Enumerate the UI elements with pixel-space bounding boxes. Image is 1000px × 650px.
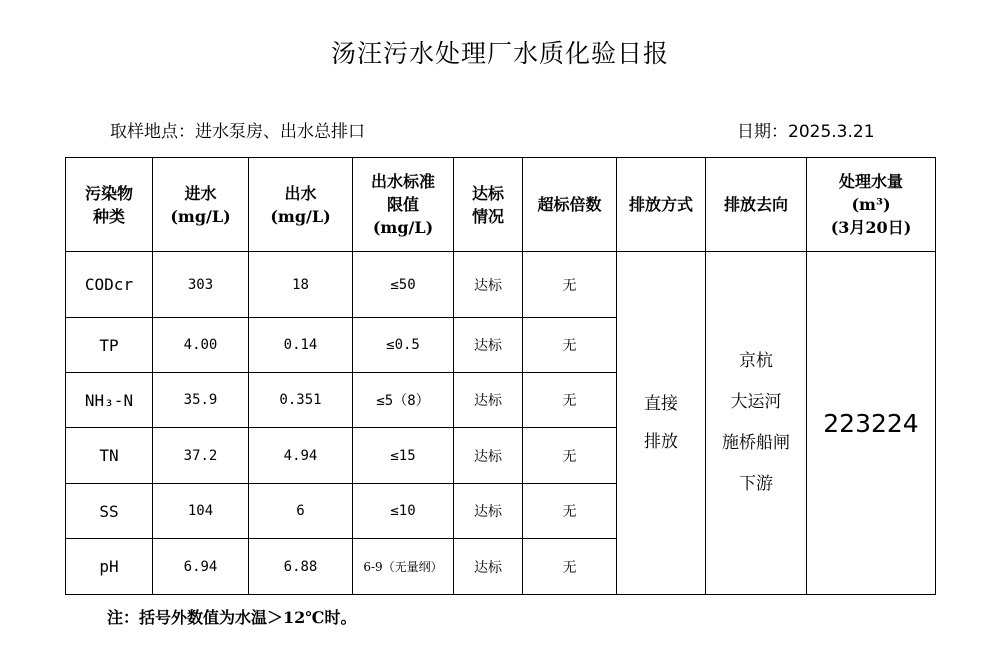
status-cell: 达标 [454,318,523,373]
header-method: 排放方式 [617,158,706,252]
status-cell: 达标 [454,252,523,318]
param-cell: TP [66,318,153,373]
status-cell: 达标 [454,484,523,539]
influent-cell: 4.00 [153,318,249,373]
limit-cell: ≤0.5 [353,318,454,373]
exceed-cell: 无 [523,484,617,539]
effluent-cell: 0.351 [249,373,353,428]
table-header-row [66,158,936,252]
table-row [66,252,936,318]
status-cell: 达标 [454,373,523,428]
report-title: 汤汪污水处理厂水质化验日报 [330,39,669,68]
influent-cell: 303 [153,252,249,318]
effluent-cell: 18 [249,252,353,318]
header-influent: 进水 (mg/L) [153,158,249,252]
report-date: 日期：2025.3.21 [737,122,875,142]
discharge-destination-cell: 京杭 大运河 施桥船闸 下游 [706,252,807,595]
effluent-cell: 6 [249,484,353,539]
header-destination: 排放去向 [706,158,807,252]
limit-cell: ≤50 [353,252,454,318]
param-cell: pH [66,539,153,595]
header-limit: 出水标准 限值 (mg/L) [353,158,454,252]
treated-volume-cell: 223224 [807,252,936,595]
influent-cell: 6.94 [153,539,249,595]
exceed-cell: 无 [523,252,617,318]
exceed-cell: 无 [523,428,617,484]
discharge-method-cell: 直接 排放 [617,252,706,595]
influent-cell: 35.9 [153,373,249,428]
limit-cell: 6-9（无量纲） [353,539,454,595]
effluent-cell: 0.14 [249,318,353,373]
status-cell: 达标 [454,428,523,484]
header-compliance: 达标 情况 [454,158,523,252]
sampling-location: 取样地点：进水泵房、出水总排口 [110,122,365,142]
param-cell: TN [66,428,153,484]
exceed-cell: 无 [523,373,617,428]
header-volume: 处理水量 (m³) (3月20日) [807,158,936,252]
effluent-cell: 6.88 [249,539,353,595]
status-cell: 达标 [454,539,523,595]
limit-cell: ≤15 [353,428,454,484]
water-quality-table [65,157,936,595]
exceed-cell: 无 [523,318,617,373]
header-pollutant: 污染物 种类 [66,158,153,252]
limit-cell: ≤5（8） [353,373,454,428]
effluent-cell: 4.94 [249,428,353,484]
param-cell: CODcr [66,252,153,318]
header-exceed: 超标倍数 [523,158,617,252]
param-cell: NH₃-N [66,373,153,428]
header-effluent: 出水 (mg/L) [249,158,353,252]
param-cell: SS [66,484,153,539]
limit-cell: ≤10 [353,484,454,539]
exceed-cell: 无 [523,539,617,595]
influent-cell: 104 [153,484,249,539]
footnote: 注：括号外数值为水温＞12℃时。 [107,608,357,627]
influent-cell: 37.2 [153,428,249,484]
